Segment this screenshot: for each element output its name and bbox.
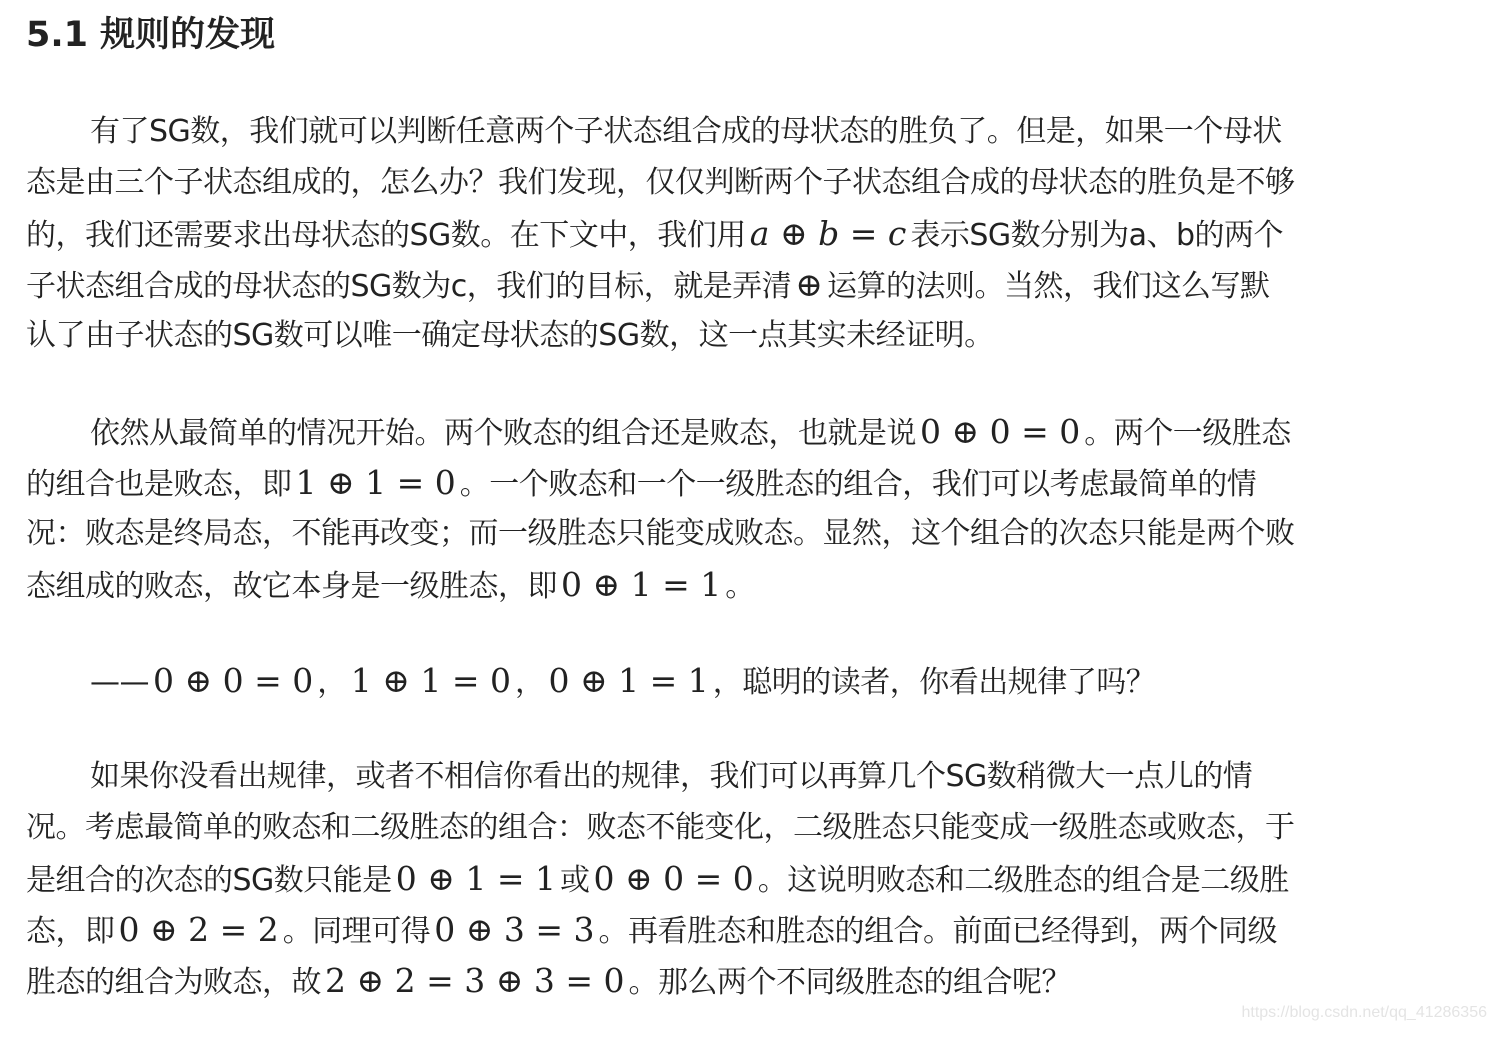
watermark: https://blog.csdn.net/qq_41286356 [1241,1004,1487,1021]
text-segment: 。一个败态和一个一级胜态的组合，我们可以考虑最简单的情 [459,467,1257,502]
text-segment: 。两个一级胜态 [1084,416,1291,451]
text-segment: 认了由子状态的SG数可以唯一确定母状态的SG数，这一点其实未经证明。 [26,318,994,353]
math-expression: 0 ⊕ 0 = 0 [153,661,314,700]
math-expression: 1 ⊕ 1 = 0 [350,661,511,700]
text-line [26,157,1426,208]
text-line [26,106,1426,157]
text-line [26,904,1426,955]
text-segment: 表示SG数分别为a、b的两个 [910,218,1284,253]
text-segment: ， [317,665,347,700]
text-segment: 运算的法则。当然，我们这么写默 [826,269,1270,304]
text-segment: 。 [725,569,755,604]
text-segment: 况：败态是终局态，不能再改变；而一级胜态只能变成败态。显然，这个组合的次态只能是两个败 [26,516,1295,551]
text-segment: 况。考虑最简单的败态和二级胜态的组合：败态不能变化，二级胜态只能变成一级胜态或败态，于 [26,810,1295,845]
paragraph [26,106,1426,361]
text-segment: 。同理可得 [282,914,431,949]
math-expression: 0 ⊕ 0 = 0 [593,859,754,898]
text-segment: 依然从最简单的情况开始。两个败态的组合还是败态，也就是说 [90,416,916,451]
math-expression: a ⊕ b = c [749,214,907,253]
section-heading: 5.1 规则的发现 [26,15,276,55]
text-segment: 子状态组合成的母状态的SG数为c，我们的目标，就是弄清 [26,269,792,304]
text-segment: 态，即 [26,914,115,949]
text-segment: 如果你没看出规律，或者不相信你看出的规律，我们可以再算几个SG数稍微大一点儿的情 [90,759,1253,794]
text-line [26,406,1426,457]
text-segment: 态组成的败态，故它本身是一级胜态，即 [26,569,557,604]
text-line [26,310,1426,361]
text-line [26,955,1426,1006]
paragraph [26,751,1426,1006]
text-segment: 。再看胜态和胜态的组合。前面已经得到，两个同级 [598,914,1277,949]
text-line [26,853,1426,904]
text-segment: ，聪明的读者，你看出规律了吗？ [712,665,1156,700]
text-segment: 的组合也是败态，即 [26,467,292,502]
math-expression: 1 ⊕ 1 = 0 [295,463,456,502]
text-segment: 或 [560,863,590,898]
text-line [26,802,1426,853]
text-segment: 。这说明败态和二级胜态的组合是二级胜 [757,863,1289,898]
text-segment: 。那么两个不同级胜态的组合呢？ [628,965,1071,1000]
math-expression: 0 ⊕ 2 = 2 [118,910,279,949]
text-line [26,457,1426,508]
math-expression: 0 ⊕ 1 = 1 [561,565,722,604]
math-expression: 0 ⊕ 1 = 1 [548,661,709,700]
text-line [26,208,1426,259]
text-segment: 有了SG数，我们就可以判断任意两个子状态组合成的母状态的胜负了。但是，如果一个母状 [90,114,1282,149]
math-expression: ⊕ [795,265,823,304]
math-expression: 0 ⊕ 0 = 0 [920,412,1081,451]
paragraph [26,406,1426,610]
text-line [26,508,1426,559]
text-segment: 态是由三个子状态组成的，怎么办？我们发现，仅仅判断两个子状态组合成的母状态的胜负是不够 [26,165,1295,200]
math-expression: 2 ⊕ 2 = 3 ⊕ 3 = 0 [325,961,625,1000]
text-line [26,751,1426,802]
math-expression: 0 ⊕ 3 = 3 [434,910,595,949]
text-segment: 是组合的次态的SG数只能是 [26,863,392,898]
text-segment: 的，我们还需要求出母状态的SG数。在下文中，我们用 [26,218,746,253]
text-line [26,259,1426,310]
text-line [26,655,1426,706]
text-line [26,559,1426,610]
text-segment: —— [90,665,149,700]
text-segment: ， [515,665,545,700]
math-expression: 0 ⊕ 1 = 1 [395,859,557,898]
article-body [26,106,1426,1051]
text-segment: 胜态的组合为败态，故 [26,965,321,1000]
paragraph [26,655,1426,706]
